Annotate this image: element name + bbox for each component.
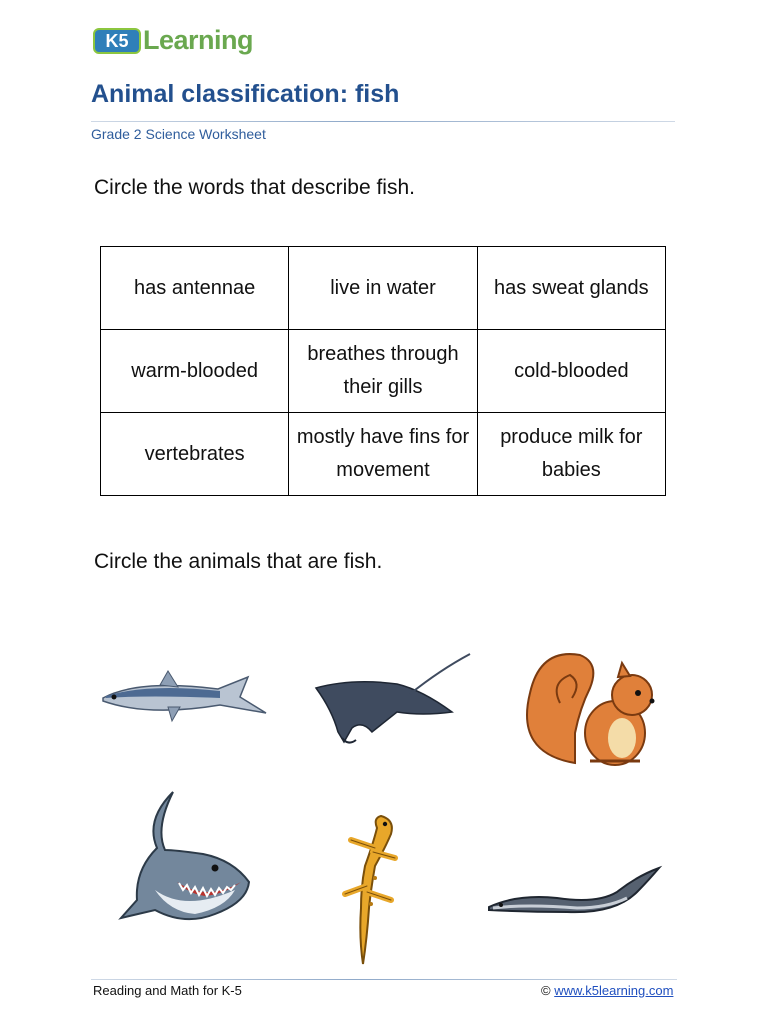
- instruction-animals: Circle the animals that are fish.: [94, 550, 383, 573]
- header-divider: [91, 121, 675, 122]
- page-subtitle: Grade 2 Science Worksheet: [91, 126, 266, 142]
- word-cell[interactable]: produce milk for babies: [477, 413, 665, 496]
- word-cell[interactable]: has antennae: [101, 247, 289, 330]
- word-cell[interactable]: breathes through their gills: [289, 330, 477, 413]
- word-cell[interactable]: vertebrates: [101, 413, 289, 496]
- footer-link[interactable]: www.k5learning.com: [554, 983, 674, 998]
- word-cell[interactable]: warm-blooded: [101, 330, 289, 413]
- word-cell[interactable]: live in water: [289, 247, 477, 330]
- salamander-image[interactable]: [333, 808, 408, 968]
- logo-badge: K5: [93, 28, 141, 54]
- stingray-image[interactable]: [312, 650, 472, 750]
- squirrel-image[interactable]: [520, 643, 665, 773]
- table-row: [101, 330, 666, 413]
- instruction-words: Circle the words that describe fish.: [94, 176, 415, 199]
- footer-copyright: [541, 983, 673, 998]
- shark-image[interactable]: [115, 790, 255, 935]
- eel-image[interactable]: [487, 862, 667, 932]
- word-cell[interactable]: has sweat glands: [477, 247, 665, 330]
- word-cell[interactable]: mostly have fins for movement: [289, 413, 477, 496]
- footer-tagline: Reading and Math for K-5: [93, 983, 242, 998]
- table-row: [101, 247, 666, 330]
- table-row: [101, 413, 666, 496]
- copyright-symbol: ©: [541, 983, 551, 998]
- logo-wordmark: Learning: [143, 25, 254, 55]
- page-title: Animal classification: fish: [91, 80, 400, 108]
- word-cell[interactable]: cold-blooded: [477, 330, 665, 413]
- footer-divider: [91, 979, 677, 980]
- word-table: [100, 246, 666, 496]
- k5-learning-logo: [93, 22, 273, 60]
- sardine-image[interactable]: [98, 665, 268, 730]
